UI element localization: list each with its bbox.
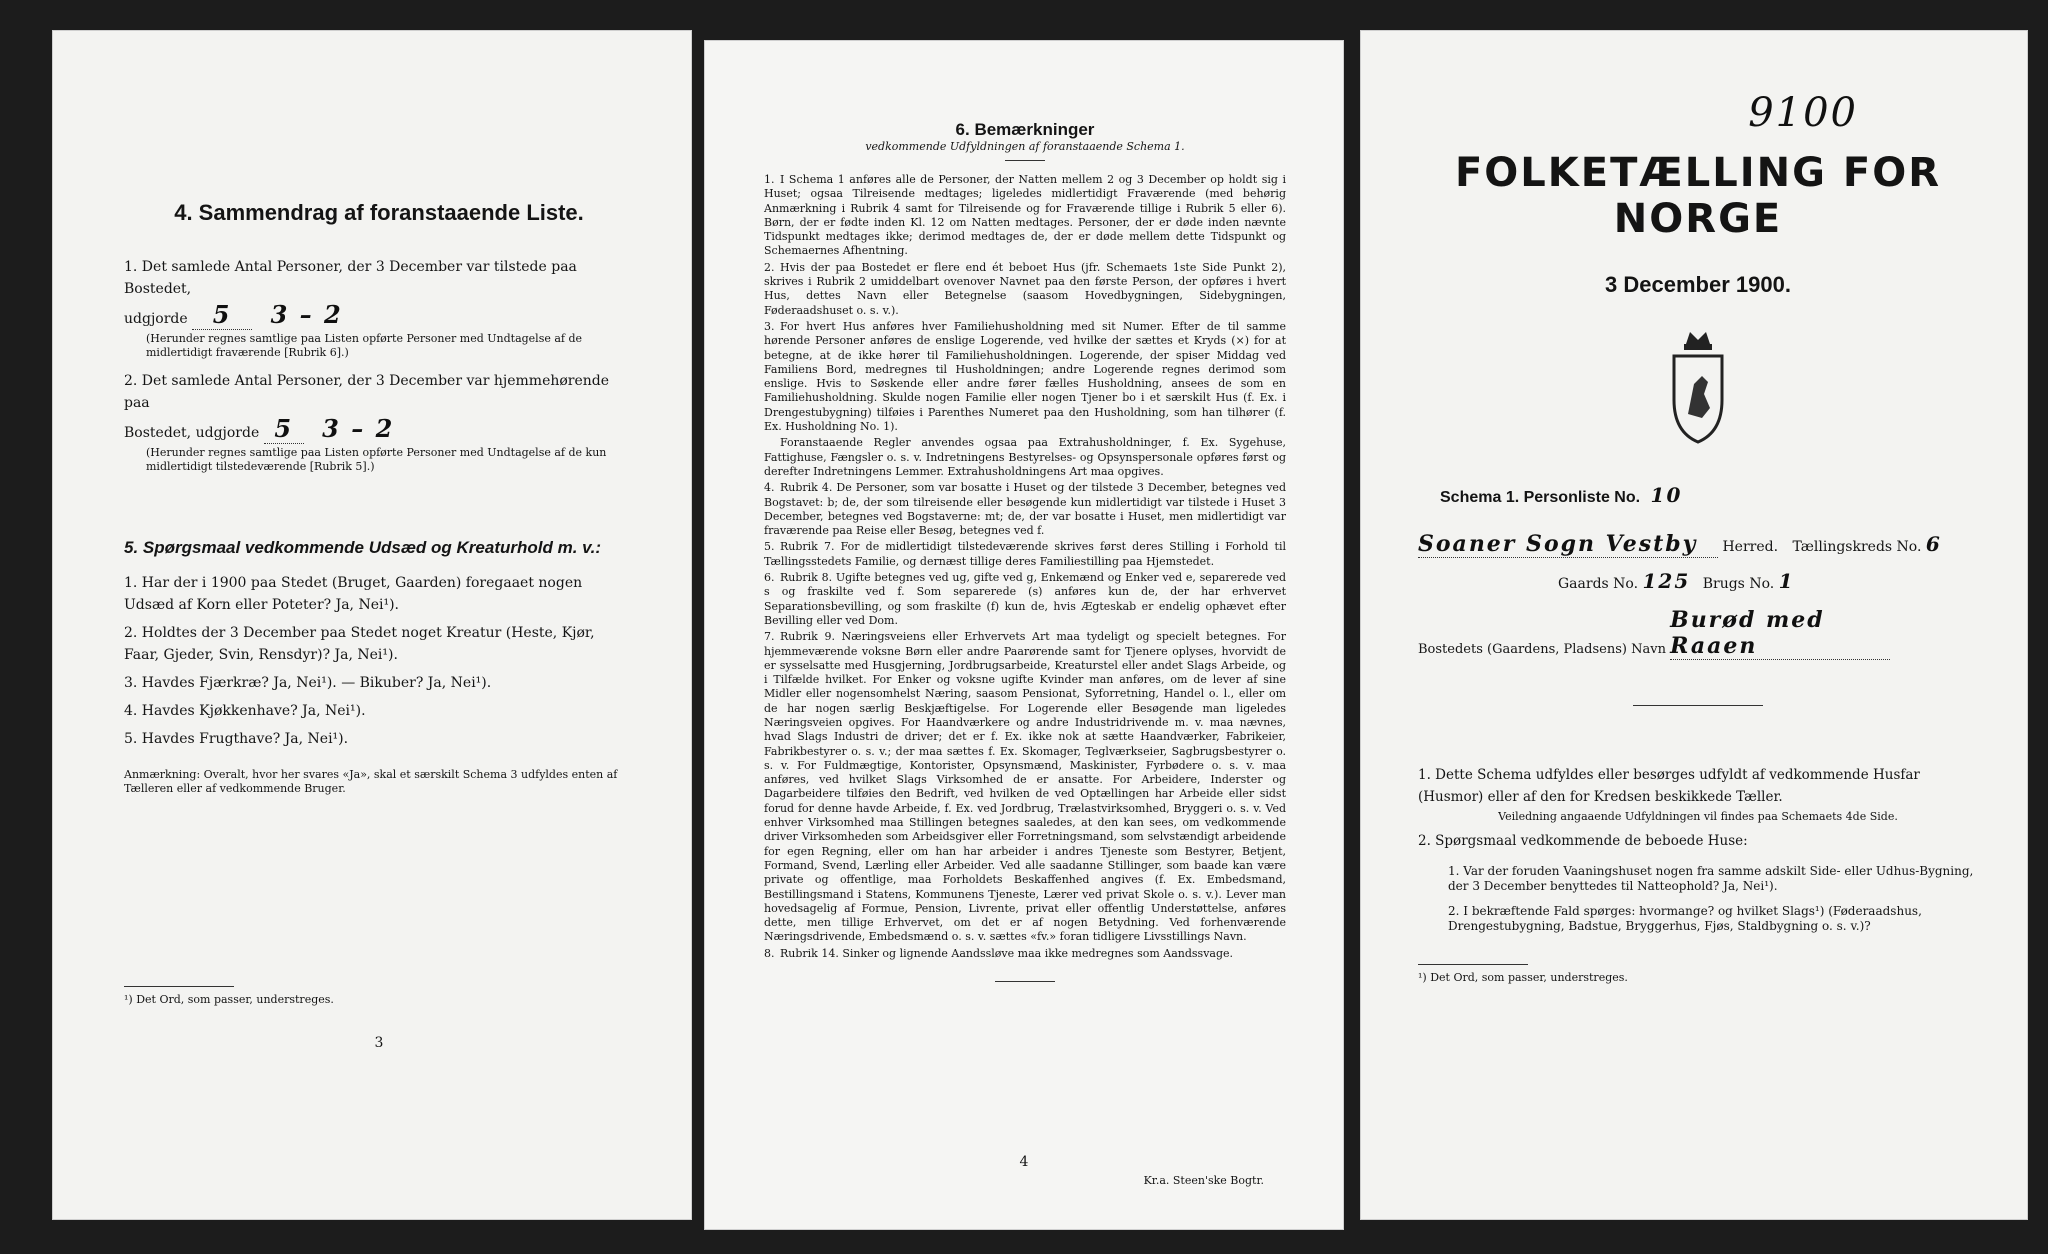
section5-q3: 3. Havdes Fjærkræ? Ja, Nei¹). — Bikuber? Ja, Nei¹). <box>124 675 492 691</box>
item1-value: 5 <box>192 300 252 330</box>
instruction-1: 1. Dette Schema udfyldes eller besørges udfyldt af vedkommende Husfar (Husmor) eller af den for Kredsen beskikkede Tæller. <box>1418 767 1920 805</box>
remark-text: Rubrik 8. Ugifte betegnes ved ug, gifte ved g, Enkemænd og Enker ved e, separerede ved s og fraskilte ved f. Som separerede (s) anføres kun de, der har erhvervet Separationsbevilling, og som fraskilte (f) kun de, hvis Ægteskab er endelig ophævet efter Bevilling eller ved Dom. <box>764 571 1286 627</box>
kreds-label: Tællingskreds No. <box>1792 539 1922 555</box>
remark-item <box>764 571 1286 628</box>
remark-item <box>764 481 1286 538</box>
instruction-2-sub1: 1. Var der foruden Vaaningshuset nogen fra samme adskilt Side- eller Udhus-Bygning, der 3 December benyttedes til Natteophold? Ja, Nei¹). <box>1448 864 1974 893</box>
remark-number: 6. <box>764 571 775 585</box>
herred-label: Herred. <box>1722 539 1779 555</box>
page-middle <box>704 40 1344 1230</box>
section4-item2 <box>124 370 634 474</box>
middle-page-number: 4 <box>1019 1154 1029 1170</box>
remarks-title: 6. Bemærkninger <box>955 120 1095 139</box>
remark-text: Hvis der paa Bostedet er flere end ét beboet Hus (jfr. Schemaets 1ste Side Punkt 2), skrives i Rubrik 2 umiddelbart ovenover Navnet paa den første Person, der opføres i hvert Hus, dettes Navn eller Betegnelse (saasom Hovedbygningen, Sidebygningen, Føderaadshuset o. s. v.). <box>764 260 1286 317</box>
census-date: 3 December 1900. <box>1605 272 1791 297</box>
instruction-1-note: Veiledning angaaende Udfyldningen vil findes paa Schemaets 4de Side. <box>1498 810 1898 823</box>
brugs-value: 1 <box>1778 569 1795 593</box>
item2-text: 2. Det samlede Antal Personer, der 3 December var hjemmehørende paa <box>124 373 610 411</box>
remark-item <box>764 947 1286 961</box>
remark-item <box>764 540 1286 569</box>
item2-value: 5 <box>264 414 304 444</box>
remark-item <box>764 320 1286 434</box>
remarks-divider <box>1005 160 1045 161</box>
gaards-value: 125 <box>1642 569 1691 593</box>
instruction-2-sub2: 2. I bekræftende Fald spørges: hvormange? og hvilket Slags¹) (Føderaadshus, Drengestubygning, Badstue, Bryggerhus, Fjøs, Staldbygning o. s. v.)? <box>1448 904 1922 933</box>
section4-title: 4. Sammendrag af foranstaaende Liste. <box>174 200 584 225</box>
remarks-subtitle: vedkommende Udfyldningen af foranstaaende Schema 1. <box>865 140 1185 153</box>
left-footnote: ¹) Det Ord, som passer, understreges. <box>124 993 334 1006</box>
remark-number: 7. <box>764 630 775 644</box>
right-footnote-divider <box>1418 964 1528 965</box>
left-page-number: 3 <box>374 1035 384 1051</box>
section5-title: 5. Spørgsmaal vedkommende Udsæd og Kreaturhold m. v.: <box>124 538 602 557</box>
right-footnote: ¹) Det Ord, som passer, understreges. <box>1418 971 1628 984</box>
brugs-label: Brugs No. <box>1702 576 1775 592</box>
remarks-end-divider <box>995 981 1055 982</box>
remark-text: Rubrik 4. De Personer, som var bosatte i Huset og der tilstede 3 December, betegnes ved Bogstavet: b; de, der som tilreisende eller besøgende kun midlertidigt var tilstede i Huset 3 December, betegnes ved Bogstaverne: mt; de, der var bosatte i Huset, men midlertidigt var fraværende paa Reise eller Besøg, betegnes ved f. <box>764 481 1286 538</box>
schema-label: Schema 1. Personliste No. <box>1440 489 1641 506</box>
remark-number: 4. <box>764 481 775 495</box>
remark-item <box>764 261 1286 318</box>
item2-note: (Herunder regnes samtlige paa Listen opførte Personer med Undtagelse af de kun midlertidigt tilstedeværende [Rubrik 5].) <box>146 446 607 473</box>
item1-note: (Herunder regnes samtlige paa Listen opførte Personer med Undtagelse af de midlertidigt fraværende [Rubrik 6].) <box>146 332 583 359</box>
remark-text: I Schema 1 anføres alle de Personer, der Natten mellem 2 og 3 December op holdt sig i Huset; ogsaa Tilreisende medtages; ligeledes midlertidigt Fraværende (med behørig Anmærkning i Rubrik 4 samt for Tilreisende og for Fraværende tillige i Rubrik 5 eller 6). Børn, der er fødte inden Kl. 12 om Natten medtages. Personer, der er døde inden nævnte Tidspunkt medtages ikke; derimod medtages de, der er døde mellem dette Tidspunkt og Schemaernes Afhentning. <box>764 173 1286 258</box>
schema-value: 10 <box>1650 483 1683 507</box>
right-divider <box>1633 705 1763 706</box>
item1-prefix: udgjorde <box>124 311 188 327</box>
section5-q5: 5. Havdes Frugthave? Ja, Nei¹). <box>124 731 349 747</box>
section4-item1 <box>124 256 634 360</box>
remark-item <box>764 173 1286 259</box>
item2-breakdown: 3 – 2 <box>322 414 395 443</box>
section5-q1: 1. Har der i 1900 paa Stedet (Bruget, Gaarden) foregaaet nogen Udsæd af Korn eller Poteter? Ja, Nei¹). <box>124 575 583 613</box>
remark-text: For hvert Hus anføres hver Familiehusholdning med sit Numer. Efter de til samme hørende Personer anføres de enslige Logerende, ved hvilke der sættes et Kryds (×) for at betegne, at de ikke hører til Familiehusholdningen. Logerende, der spiser Middag ved Familiens Bord, medregnes til Husholdningen; andre Logerende regnes derimod som enslige. Hvis to Søskende eller andre fører fælles Husholdning, ansees de som en Familiehusholdning. Skulde nogen Familie eller nogen Tjener bo i et særskilt Hus (f. Ex. i Drengestubygning) tilføies i Parenthes Numeret paa den Husholdning, som han tilhører (f. Ex. Husholdning No. 1). <box>764 319 1286 434</box>
bosted-label: Bostedets (Gaardens, Pladsens) Navn <box>1418 642 1666 657</box>
remark-number: 8. <box>764 946 775 960</box>
instruction-2: 2. Spørgsmaal vedkommende de beboede Huse: <box>1418 833 1748 849</box>
remark-number: 2. <box>764 260 775 274</box>
footnote-divider <box>124 986 234 987</box>
remark-text: Rubrik 9. Næringsveiens eller Erhvervets Art maa tydeligt og specielt betegnes. For hjemmeværende voksne Børn eller andre Paarørende samt for Tjenere oplyses, hvorvidt de er sysselsatte med Husgjerning, Jordbrugsarbeide, Kreaturstel eller andet Slags Arbeide, og i Tilfælde hvilket. For Enker og voksne ugifte Kvinder man anføres, om de lever af sine Midler eller nogensomhelst Næring, saasom Pensionat, Syforretning, Handel o. l., eller om de har nogen særlig Beskjæftigelse. For Logerende eller Besøgende man ligeledes Næringsveien opgives. For Haandværkere og andre Industridrivende m. v. maa nævnes, hvad Slags Industri de driver; det er f. Ex. ikke nok at sætte Haandværker, Fabrikeier, Fabrikbestyrer o. s. v.; der maa sættes f. Ex. Skomager, Teglværkseier, Sagbrugsbestyrer o. s. v. For Fuldmægtige, Kontorister, Opsynsmænd, Maskinister, Fyrbødere o. s. v. maa anføres, ved hvilket Slags Virksomhed de er ansatte. For Arbeidere, Inderster og Dagarbeidere tilføies den Bedrift, ved hvilken de ved Optællingen har Arbeide eller sidst forud for denne havde Arbeide, f. Ex. ved Jordbrug, Trælastvirksomhed, Bryggeri o. s. v. Ved enhver Virksomhed maa Stillingen betegnes saaledes, at den kan sees, om vedkommende driver Virksomheden som Arbeidsgiver eller Forretningsmand, som selvstændigt arbeidende for egen Regning, eller om han har arbeider i andres Tjeneste som Bestyrer, Betjent, Formand, Svend, Lærling eller Arbeider. Ved alle saadanne Stillinger, som baade kan være private og offentlige, maa Forholdets Beskaffenhed angives (f. Ex. Embedsmand, Bestillingsmand i Statens, Kommunens Tjeneste, Lærer ved privat Skole o. s. v.). Lever man hovedsagelig af Formue, Pension, Livrente, privat eller offentlig Understøttelse, anføres dette, men tillige Erhvervet, om det er af nogen Betydning. Ved forhenværende Næringsdrivende, Embedsmænd o. s. v. sættes «fv.» foran tidligere Livsstillings Navn. <box>764 630 1286 944</box>
item2-prefix: Bostedet, udgjorde <box>124 425 260 441</box>
section5-q4: 4. Havdes Kjøkkenhave? Ja, Nei¹). <box>124 703 366 719</box>
printer-mark: Kr.a. Steen'ske Bogtr. <box>1143 1174 1264 1187</box>
remark-number: 1. <box>764 173 775 186</box>
bosted-value: Burød med Raaen <box>1670 607 1890 660</box>
remark-number: 5. <box>764 540 775 554</box>
item1-breakdown: 3 – 2 <box>270 300 343 329</box>
herred-value: Soaner Sogn Vestby <box>1418 531 1718 558</box>
archive-number: 9100 <box>1748 90 1858 136</box>
remark-item <box>764 630 1286 945</box>
remark-item <box>764 436 1286 479</box>
gaards-label: Gaards No. <box>1558 576 1639 592</box>
remark-text: Rubrik 14. Sinker og lignende Aandssløve maa ikke medregnes som Aandssvage. <box>780 946 1234 960</box>
page-right <box>1360 30 2028 1220</box>
remark-text: Rubrik 7. For de midlertidigt tilstedeværende skrives først deres Stilling i Forhold til Tællingsstedets Familie, og dernæst tillige deres Familiestilling paa Hjemstedet. <box>764 540 1286 568</box>
page-left <box>52 30 692 1220</box>
kreds-value: 6 <box>1925 532 1942 556</box>
remarks-list <box>764 173 1286 961</box>
remark-text: Foranstaaende Regler anvendes ogsaa paa Extrahusholdninger, f. Ex. Sygehuse, Fattighuse, Fængsler o. s. v. Indretningens Bestyrelses- og Opsynspersonale opføres først og derefter Indretningens Lemmer. Extrahusholdningens Art maa opgives. <box>764 436 1286 478</box>
section5-q2: 2. Holdtes der 3 December paa Stedet noget Kreatur (Heste, Kjør, Faar, Gjeder, Svin, Rensdyr)? Ja, Nei¹). <box>124 625 595 663</box>
census-title: FOLKETÆLLING FOR NORGE <box>1454 150 1942 242</box>
remark-number: 3. <box>764 319 775 333</box>
coat-of-arms-icon <box>1418 328 1978 452</box>
section5-note: Anmærkning: Overalt, hvor her svares «Ja», skal et særskilt Schema 3 udfyldes enten af Tælleren eller af vedkommende Bruger. <box>124 768 618 795</box>
item1-text: 1. Det samlede Antal Personer, der 3 December var tilstede paa Bostedet, <box>124 259 577 297</box>
